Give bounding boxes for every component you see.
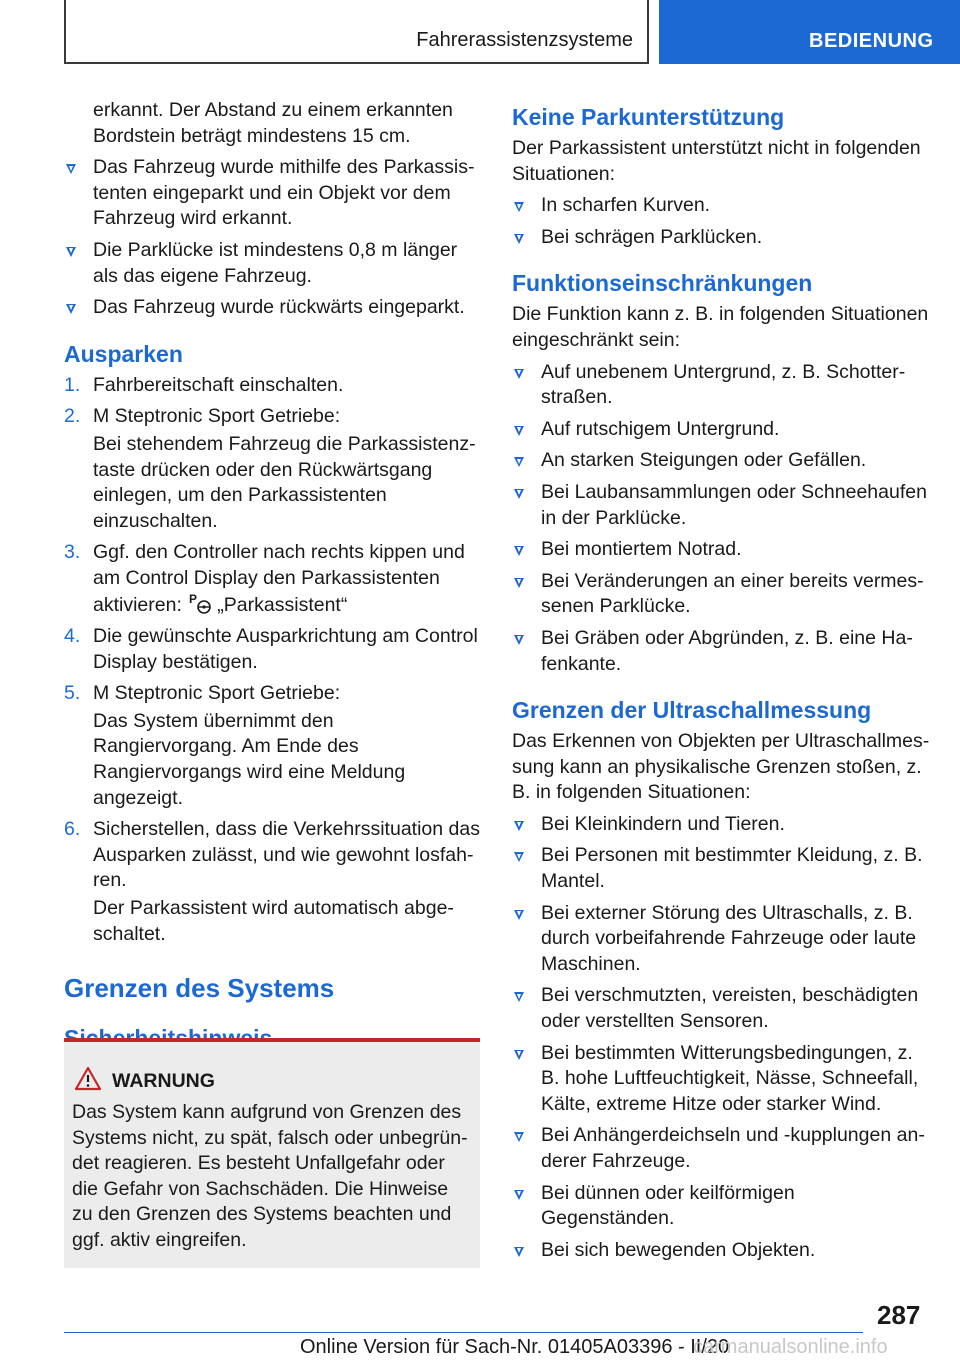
list-item: Bei bestimmten Witterungsbedingungen, z. B. hohe Luftfeuchtigkeit, Nässe, Schneefall, Kälte, extreme Hitze oder starker Wind.	[512, 1041, 932, 1118]
list-item: Bei externer Störung des Ultraschalls, z. B. durch vorbeifahrende Fahrzeuge oder laute Maschinen.	[512, 901, 932, 978]
warning-triangle-icon	[74, 1066, 102, 1092]
list-item: Bei montiertem Notrad.	[512, 537, 932, 563]
bullet-triangle-icon	[514, 852, 524, 862]
page-number: 287	[877, 1300, 921, 1330]
list-item: Bei schrägen Parklücken.	[512, 225, 932, 251]
bullet-triangle-icon	[514, 369, 524, 379]
list-item: Bei dünnen oder keilförmigen Gegenständen.	[512, 1181, 932, 1232]
svg-text:P: P	[189, 591, 198, 606]
bullet-triangle-icon	[514, 1132, 524, 1142]
left-column	[64, 98, 480, 1053]
footer-divider	[64, 1332, 863, 1333]
list-item: Auf unebenem Untergrund, z. B. Schotterstraßen.	[512, 360, 932, 411]
parking-assistant-icon	[189, 592, 213, 614]
step-item: 5. M Steptronic Sport Getriebe:	[64, 682, 341, 705]
heading-keine-parkunterstuetzung: Keine Parkunterstützung	[512, 104, 785, 130]
step-subtext: Der Parkassistent wird automatisch abgeschaltet.	[93, 897, 454, 945]
bullet-triangle-icon	[514, 821, 524, 831]
bullet-triangle-icon	[514, 1190, 524, 1200]
bullet-triangle-icon	[514, 202, 524, 212]
header-chapter-box	[659, 0, 960, 64]
bullet-triangle-icon	[514, 1247, 524, 1257]
list-item: Bei Anhängerdeichseln und -kupplungen anderer Fahrzeuge.	[512, 1123, 932, 1174]
list-item: Bei sich bewegenden Objekten.	[512, 1238, 932, 1264]
warning-label: WARNUNG	[112, 1070, 215, 1092]
step-item: 1. Fahrbereitschaft einschalten.	[64, 373, 344, 396]
step-item: 4. Die gewünschte Ausparkrichtung am Control Display bestätigen.	[64, 625, 478, 673]
list-item: Das Fahrzeug wurde mithilfe des Parkassistenten eingeparkt und ein Objekt vor dem Fahrzeug wird erkannt.	[64, 155, 480, 232]
bullet-triangle-icon	[514, 546, 524, 556]
list-item: Bei Kleinkindern und Tieren.	[512, 812, 932, 838]
list-item: An starken Steigungen oder Gefällen.	[512, 448, 932, 474]
bullet-triangle-icon	[514, 234, 524, 244]
bullet-triangle-icon	[66, 304, 76, 314]
warning-box	[64, 1038, 480, 1268]
bullet-triangle-icon	[514, 489, 524, 499]
bullet-triangle-icon	[514, 578, 524, 588]
list-item: Bei Gräben oder Abgründen, z. B. eine Hafenkante.	[512, 626, 932, 677]
header-section-box	[64, 0, 649, 64]
step-subtext: Das System übernimmt den Rangiervorgang. Am Ende des Rangiervorgangs wird eine Meldung angezeigt.	[93, 709, 406, 809]
step-subtext: Bei stehendem Fahrzeug die Parkassistenztaste drücken oder den Rückwärtsgang einlegen, um den Parkassistenten einzuschalten.	[93, 432, 476, 532]
bullet-triangle-icon	[514, 426, 524, 436]
list-item: Bei Personen mit bestimmter Kleidung, z. B. Mantel.	[512, 843, 932, 894]
bullet-triangle-icon	[514, 992, 524, 1002]
list-item: Auf rutschigem Untergrund.	[512, 417, 932, 443]
bullet-triangle-icon	[514, 1050, 524, 1060]
right-column	[512, 102, 932, 1269]
continued-text: erkannt. Der Abstand zu einem erkannten Bordstein beträgt mindestens 15 cm.	[93, 99, 453, 147]
watermark: carmanualsonline.info	[693, 1336, 888, 1358]
bullet-triangle-icon	[66, 164, 76, 174]
list-item: In scharfen Kurven.	[512, 193, 932, 219]
footer-online-version: Online Version für Sach-Nr. 01405A03396 - II/20	[300, 1336, 730, 1358]
header-section-title: Fahrerassistenzsysteme	[416, 29, 633, 51]
heading-funktionseinschraenkungen: Funktionseinschränkungen	[512, 270, 813, 297]
list-item: Bei verschmutzten, vereisten, beschädigten oder verstellten Sensoren.	[512, 983, 932, 1034]
list-item: Die Parklücke ist mindestens 0,8 m länger als das eigene Fahrzeug.	[64, 238, 480, 289]
header-chapter-title: BEDIENUNG	[809, 30, 934, 52]
paragraph: Die Funktion kann z. B. in folgenden Situationen eingeschränkt sein:	[512, 303, 929, 351]
bullet-triangle-icon	[66, 247, 76, 257]
bullet-triangle-icon	[514, 910, 524, 920]
step-item: 3. Ggf. den Controller nach rechts kippen und am Control Display den Parkassistenten aktivieren: P „Parkassistent“	[64, 541, 465, 616]
list-item: Bei Laubansammlungen oder Schneehaufen in der Parklücke.	[512, 480, 932, 531]
heading-ausparken: Ausparken	[64, 340, 183, 367]
list-item: Das Fahrzeug wurde rückwärts eingeparkt.	[64, 295, 480, 321]
bullet-triangle-icon	[514, 457, 524, 467]
heading-grenzen-ultraschall: Grenzen der Ultraschallmessung	[512, 697, 872, 724]
list-item: Bei Veränderungen an einer bereits vermessenen Parklücke.	[512, 569, 932, 620]
warning-text: Das System kann aufgrund von Grenzen des Systems nicht, zu spät, falsch oder unbegründet reagieren. Es besteht Unfallgefahr oder die Gefahr von Sachschäden. Die Hinweise zu den Grenzen des Systems beachten und ggf. aktiv eingreifen.	[72, 1101, 468, 1251]
step-item: 6. Sicherstellen, dass die Verkehrssituation das Ausparken zulässt, und wie gewohnt losfahren.	[64, 818, 480, 892]
heading-grenzen-des-systems: Grenzen des Systems	[64, 973, 335, 1004]
step-item: 2. M Steptronic Sport Getriebe:	[64, 405, 341, 428]
bullet-triangle-icon	[514, 635, 524, 645]
paragraph: Der Parkassistent unterstützt nicht in folgenden Situationen:	[512, 137, 921, 185]
paragraph: Das Erkennen von Objekten per Ultraschallmessung kann an physikalische Grenzen stoßen, z. B. in folgenden Situationen:	[512, 730, 930, 804]
